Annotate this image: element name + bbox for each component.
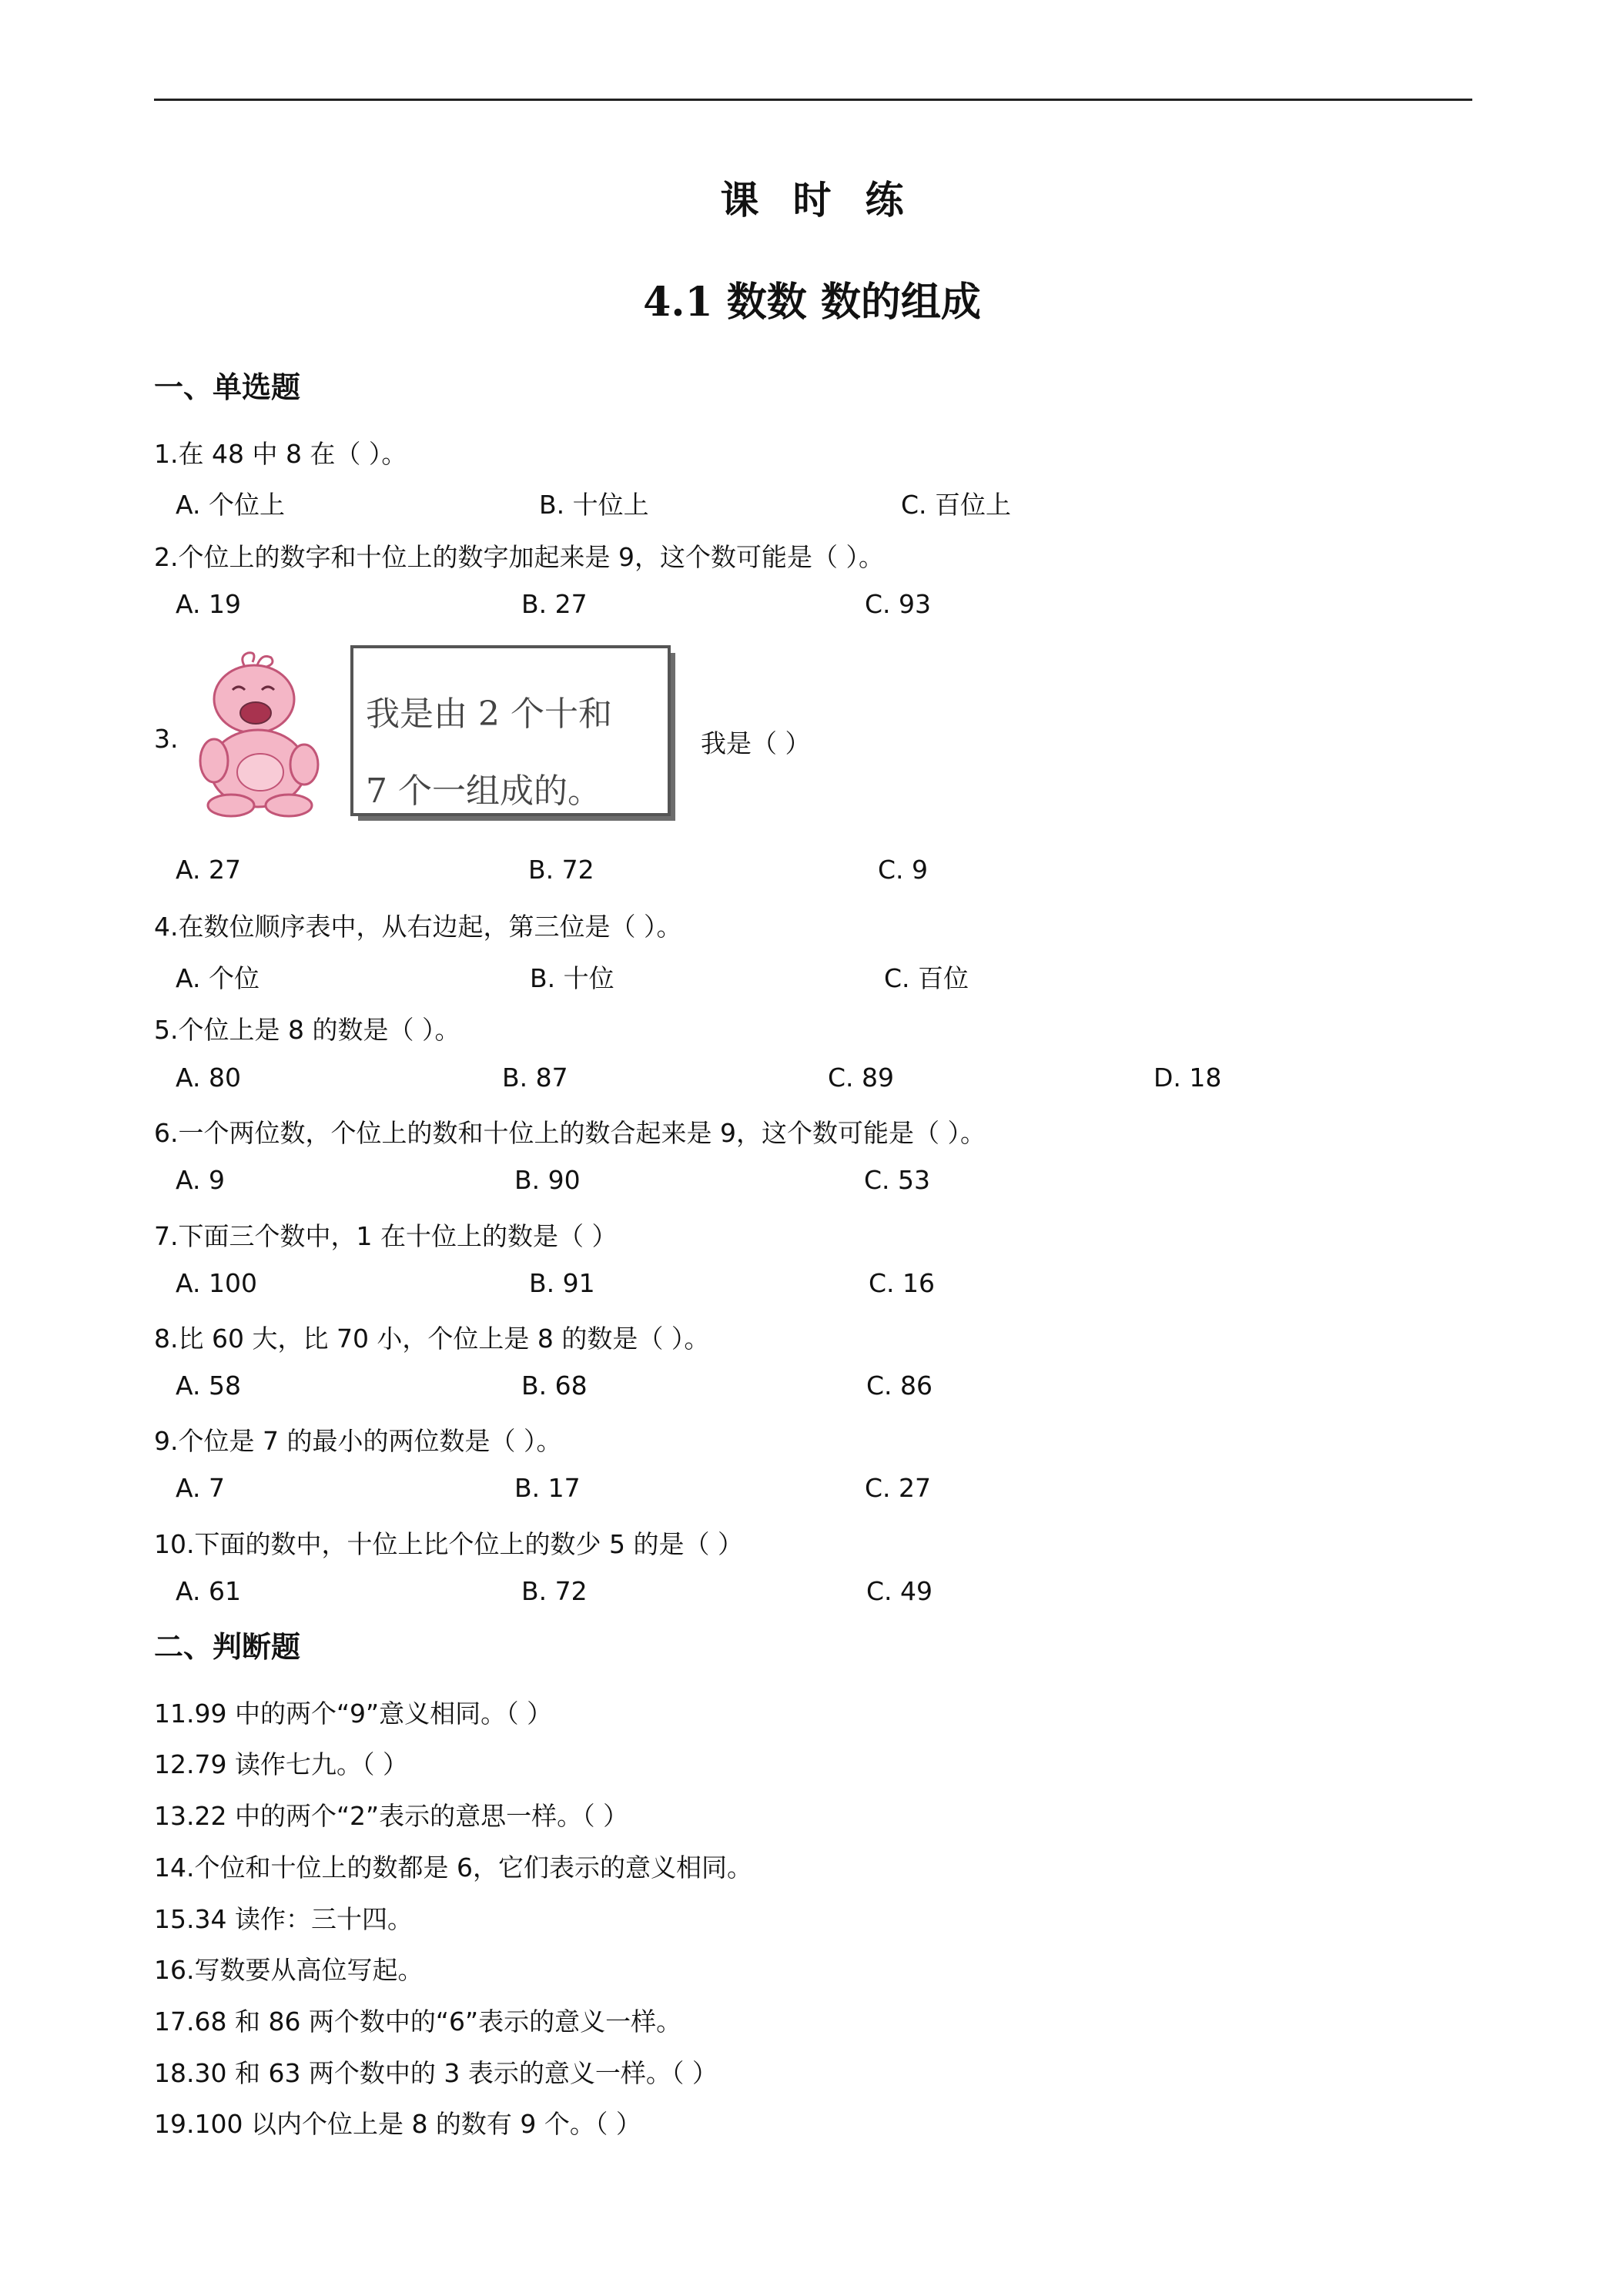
q10-option-c: C. 49 (866, 1576, 933, 1606)
judgment-14: 14.个位和十位上的数都是 6，它们表示的意义相同。 (154, 1853, 752, 1883)
q7-option-c: C. 16 (869, 1268, 936, 1298)
question-9: 9.个位是 7 的最小的两位数是（ ）。 (154, 1426, 562, 1456)
judgment-18: 18.30 和 63 两个数中的 3 表示的意义一样。（ ） (154, 2058, 718, 2088)
q7-option-a: A. 100 (176, 1268, 257, 1298)
q6-option-a: A. 9 (176, 1165, 225, 1195)
question-10: 10.下面的数中，十位上比个位上的数少 5 的是（ ） (154, 1529, 743, 1559)
q5-option-c: C. 89 (828, 1063, 895, 1093)
q4-option-b: B. 十位 (530, 963, 614, 993)
q6-option-c: C. 53 (864, 1165, 931, 1195)
judgment-12: 12.79 读作七九。（ ） (154, 1749, 408, 1779)
q5-option-a: A. 80 (176, 1063, 241, 1093)
page-title (0, 169, 1624, 225)
q9-option-a: A. 7 (176, 1473, 225, 1503)
lesson-subtitle: 4.1 数数 数的组成 (643, 279, 981, 326)
q5-option-b: B. 87 (502, 1063, 568, 1093)
question-7: 7.下面三个数中，1 在十位上的数是（ ） (154, 1221, 618, 1251)
speech-line-1: 我是由 2 个十和 (366, 694, 612, 734)
section-title-single-choice: 一、单选题 (154, 370, 301, 404)
q3-option-a: A. 27 (176, 855, 241, 885)
speech-line-2: 7 个一组成的。 (366, 771, 601, 811)
judgment-17: 17.68 和 86 两个数中的“6”表示的意义一样。 (154, 2006, 682, 2037)
q10-option-a: A. 61 (176, 1576, 241, 1606)
q8-option-c: C. 86 (866, 1371, 933, 1401)
q1-option-b: B. 十位上 (539, 490, 649, 520)
section-title-true-false: 二、判断题 (154, 1629, 301, 1664)
question-1: 1.在 48 中 8 在（ ）。 (154, 439, 407, 469)
title-char: 练 (865, 177, 904, 223)
question-3-suffix: 我是（ ） (701, 728, 811, 758)
q1-option-a: A. 个位上 (176, 490, 285, 520)
q5-option-d: D. 18 (1154, 1063, 1222, 1093)
q3-option-c: C. 9 (878, 855, 929, 885)
judgment-16: 16.写数要从高位写起。 (154, 1955, 424, 1985)
baby-illustration (185, 645, 323, 818)
question-2: 2.个位上的数字和十位上的数字加起来是 9，这个数可能是（ ）。 (154, 542, 884, 572)
judgment-11: 11.99 中的两个“9”意义相同。（ ） (154, 1699, 553, 1729)
question-6: 6.一个两位数，个位上的数和十位上的数合起来是 9，这个数可能是（ ）。 (154, 1118, 986, 1148)
judgment-13: 13.22 中的两个“2”表示的意思一样。（ ） (154, 1801, 629, 1831)
q6-option-b: B. 90 (514, 1165, 581, 1195)
q4-option-a: A. 个位 (176, 963, 260, 993)
judgment-15: 15.34 读作：三十四。 (154, 1904, 413, 1934)
q3-option-b: B. 72 (528, 855, 594, 885)
judgment-19: 19.100 以内个位上是 8 的数有 9 个。（ ） (154, 2109, 641, 2139)
speech-text (366, 676, 612, 830)
q8-option-a: A. 58 (176, 1371, 241, 1401)
q2-option-b: B. 27 (521, 589, 588, 619)
q2-option-a: A. 19 (176, 589, 241, 619)
question-8: 8.比 60 大，比 70 小，个位上是 8 的数是（ ）。 (154, 1324, 710, 1354)
q2-option-c: C. 93 (865, 589, 932, 619)
q1-option-c: C. 百位上 (901, 490, 1012, 520)
q7-option-b: B. 91 (529, 1268, 595, 1298)
question-3-prefix: 3. (154, 724, 179, 754)
question-5: 5.个位上是 8 的数是（ ）。 (154, 1015, 460, 1045)
title-char: 课 (720, 177, 759, 223)
q4-option-c: C. 百位 (884, 963, 969, 993)
q9-option-c: C. 27 (865, 1473, 932, 1503)
q8-option-b: B. 68 (521, 1371, 588, 1401)
question-4: 4.在数位顺序表中，从右边起，第三位是（ ）。 (154, 912, 682, 942)
q9-option-b: B. 17 (514, 1473, 581, 1503)
title-char: 时 (792, 177, 832, 223)
header-rule (154, 99, 1472, 101)
q10-option-b: B. 72 (521, 1576, 588, 1606)
